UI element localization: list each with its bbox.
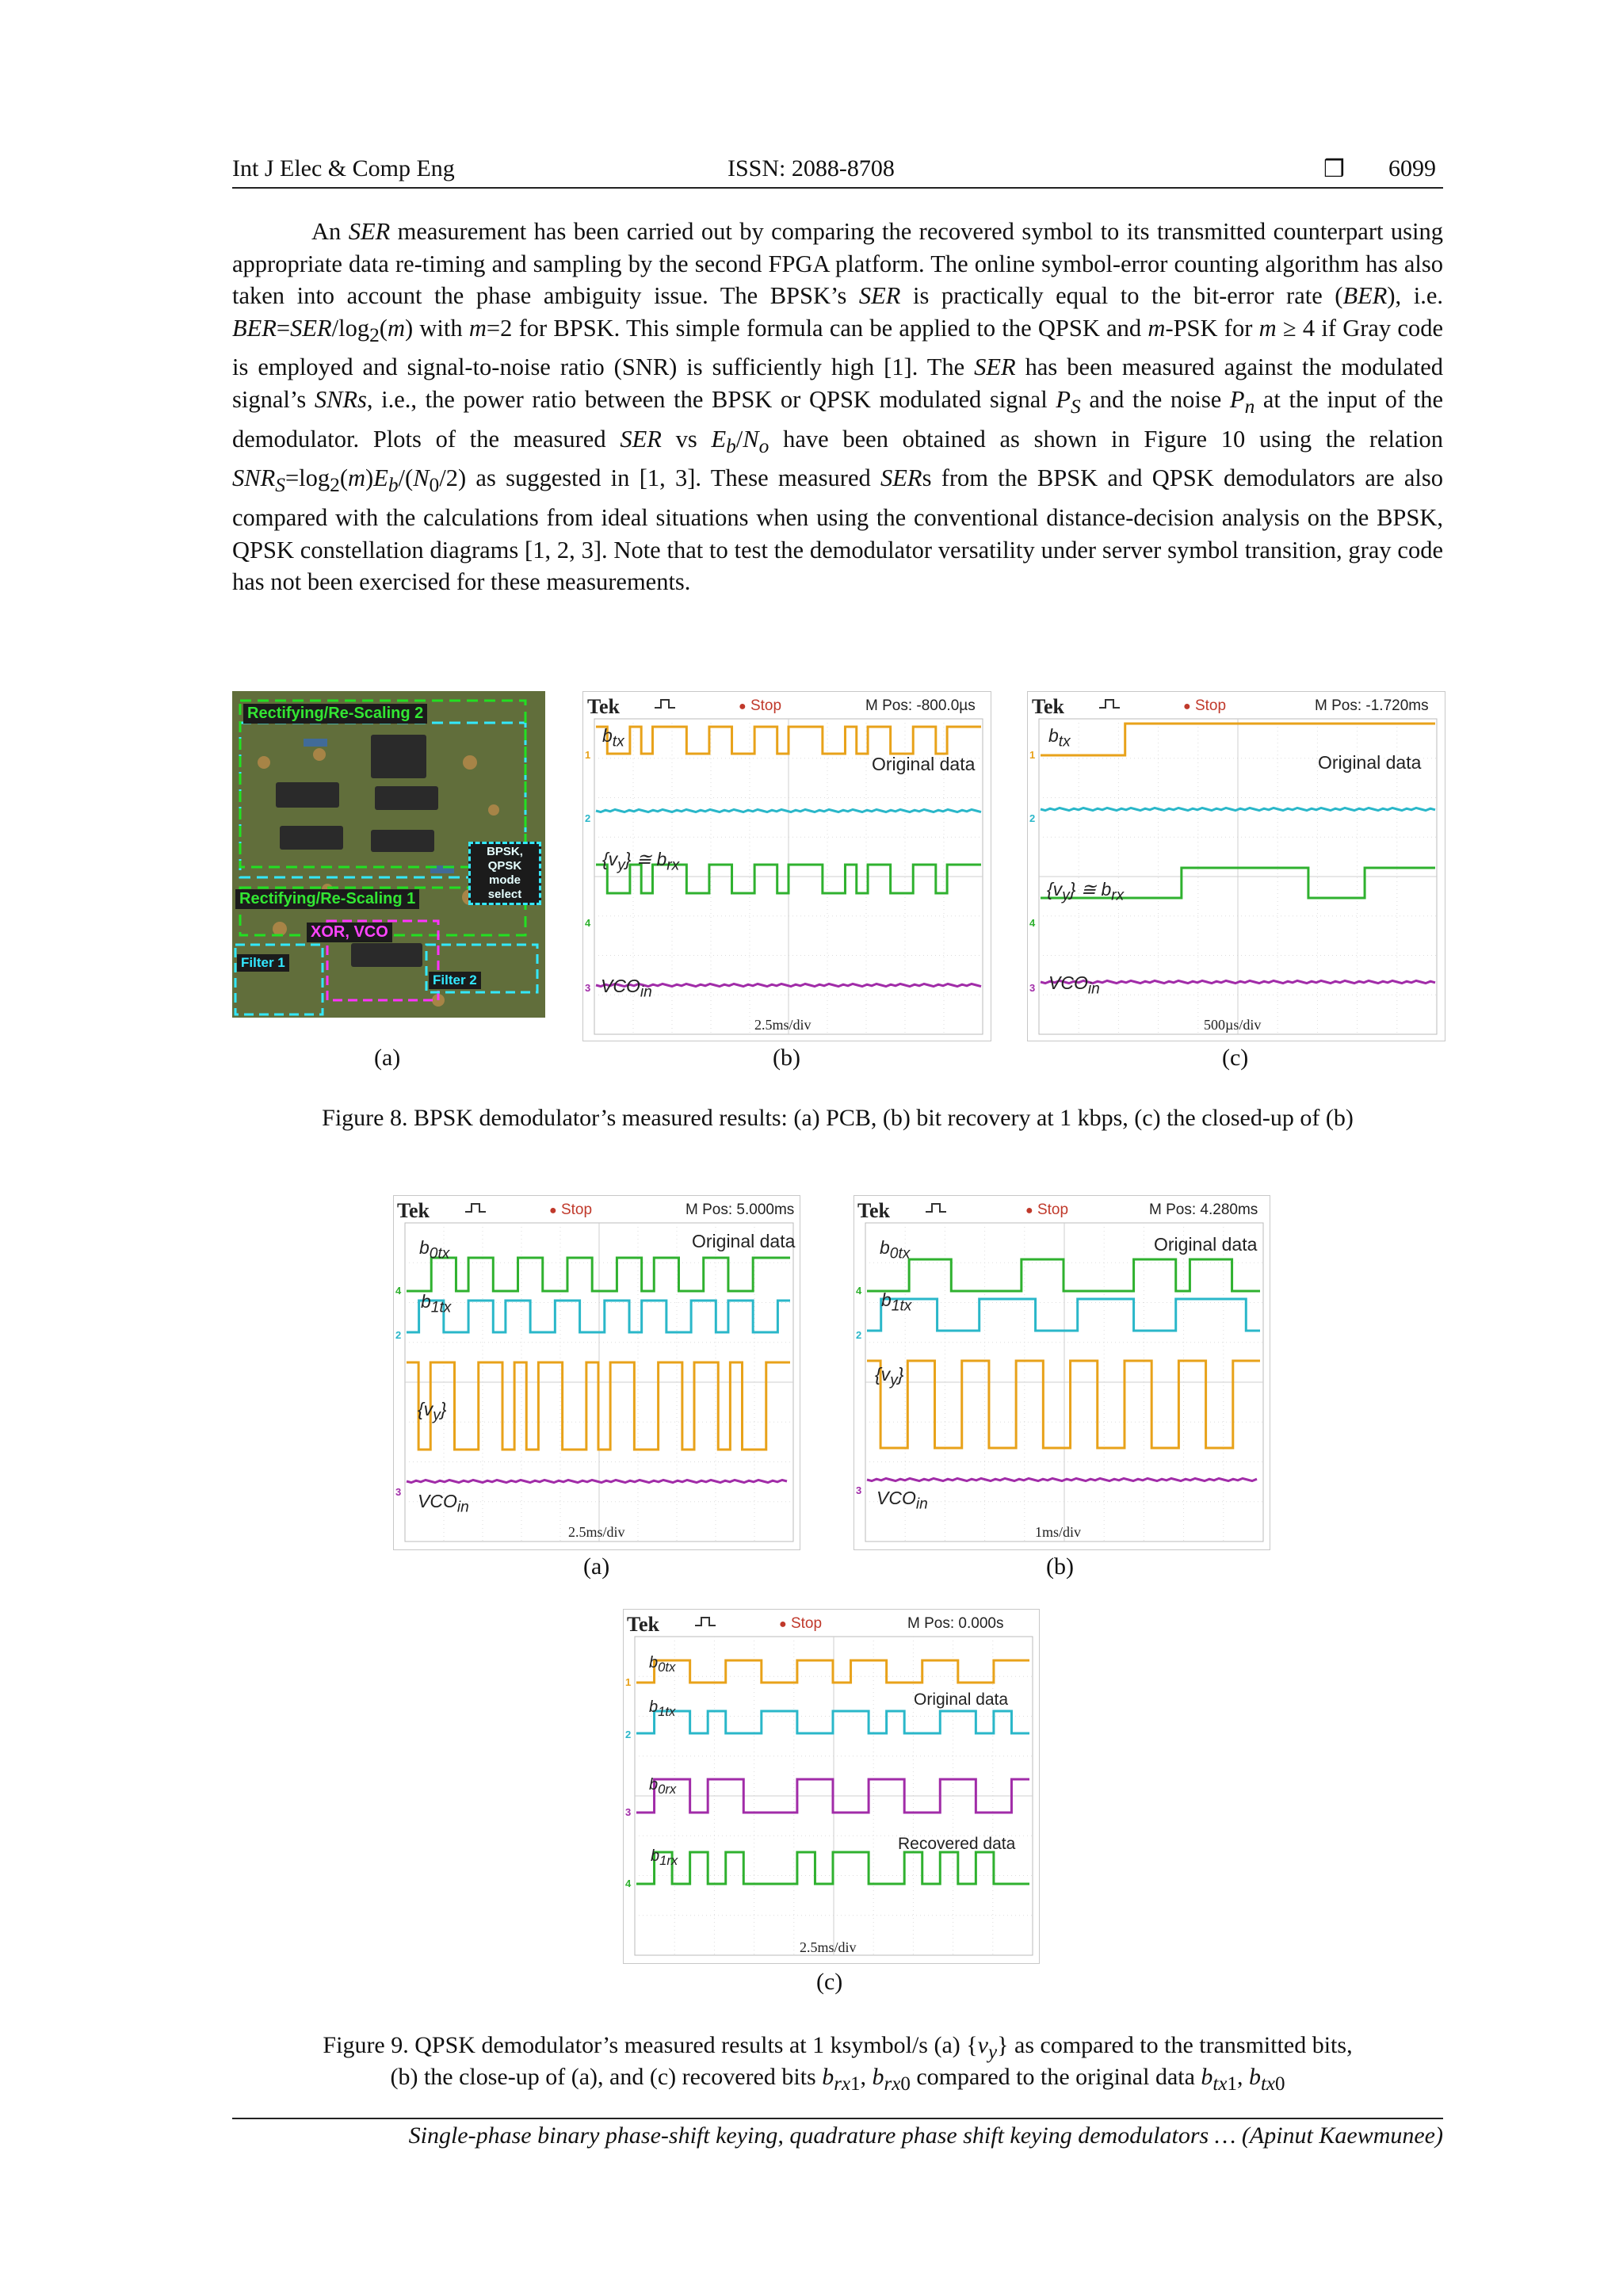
timebase-label: 2.5ms/div — [800, 1939, 857, 1955]
scope-mpos: M Pos: 4.280ms — [1149, 1201, 1258, 1218]
trigger-icon — [695, 1618, 716, 1626]
scope-traces — [624, 1610, 1039, 1963]
trace-label-vco-in: $VCO_{in}$ — [876, 1488, 928, 1513]
scope-status-stop: ● Stop — [549, 1201, 593, 1218]
trace-label-b1tx: $b_{1tx}$ — [881, 1289, 912, 1315]
label-original-data: Original data — [1318, 752, 1422, 773]
scope-status-stop: ● Stop — [739, 697, 782, 714]
channel-marker: 2 — [395, 1329, 402, 1341]
trace-label-b0rx: $b_{0rx}$ — [649, 1776, 677, 1797]
trace-label-b0tx: $b_{0tx}$ — [419, 1237, 450, 1263]
trigger-icon — [655, 700, 675, 708]
channel-marker: 4 — [585, 917, 591, 929]
trace-label-vco-in: $VCO_{in}$ — [1048, 972, 1100, 998]
page-mark-icon: ❒ — [1323, 155, 1345, 183]
pcb-label-mode-select: BPSK, QPSK mode select — [468, 842, 541, 905]
channel-marker: 3 — [1029, 982, 1036, 994]
scope-brand: Tek — [397, 1199, 430, 1222]
trace-label-vy-brx: $\{v_y\}$ ≅ $b_{rx}$ — [1047, 879, 1125, 904]
scope-qpsk-vy — [393, 1195, 800, 1550]
trace-label-vco-in: $VCO_{in}$ — [601, 976, 652, 1001]
pcb-label-xor-vco: XOR, VCO — [307, 923, 392, 942]
channel-marker: 3 — [625, 1806, 632, 1818]
channel-marker: 1 — [585, 749, 591, 761]
footer-rule — [232, 2118, 1443, 2119]
trace-label-vy: $\{v_y\}$ — [875, 1364, 904, 1389]
pcb-label-filter-2: Filter 2 — [429, 972, 481, 989]
header-rule — [232, 187, 1443, 189]
page-number: 6099 — [1388, 155, 1436, 181]
trace-label-b0tx: $b_{0tx}$ — [880, 1237, 911, 1263]
channel-marker: 2 — [1029, 812, 1036, 824]
scope-brand: Tek — [857, 1199, 890, 1222]
trace-label-b1rx: $b_{1rx}$ — [651, 1847, 678, 1868]
scope-qpsk-recovered — [623, 1609, 1040, 1964]
scope-bpsk-closeup — [1027, 691, 1445, 1041]
timebase-label: 500µs/div — [1204, 1017, 1262, 1033]
channel-marker: 1 — [1029, 749, 1036, 761]
body-paragraph: An SER measurement has been carried out by comparing the recovered symbol to its transmitted counterpart using appropriate data re-timing and sampling by the second FPGA platform. The online symbol-error counting algorithm has also taken into account the phase ambiguity issue. The BPSK’s SER is practically equal to the bit-error rate (BER), i.e. $BER=SER/\log_2(m)$ with m=2 for BPSK. This simple formula can be applied to the QPSK and m-PSK for m ≥ 4 if Gray code is employed and signal-to-noise ratio (SNR) is sufficiently high [1]. The SER has been measured against the modulated signal’s SNRs, i.e., the power ratio between the BPSK or QPSK modulated signal $P_S$ and the noise $P_n$ at the input of the demodulator. Plots of the measured SER vs $E_b/N_o$ have been obtained as shown in Figure 10 using the relation $SNR_S=\log_2(m)E_b/(N_0/2)$ as suggested in [1, 3]. These measured SERs from the BPSK and QPSK demodulators are also compared with the calculations from ideal situations when using the conventional distance-decision analysis on the BPSK, QPSK constellation diagrams [1, 2, 3]. Note that to test the demodulator versatility under server symbol transition, gray code has not been exercised for these measurements. — [232, 218, 1444, 596]
subfig-label-a: (a) — [583, 1553, 610, 1580]
subfig-label-b: (b) — [773, 1045, 800, 1071]
scope-status-stop: ● Stop — [1025, 1201, 1069, 1218]
channel-marker: 2 — [856, 1329, 862, 1341]
channel-marker: 2 — [585, 812, 591, 824]
running-header-journal: Int J Elec & Comp Eng — [232, 155, 455, 181]
scope-brand: Tek — [627, 1613, 659, 1636]
channel-marker: 4 — [856, 1285, 862, 1297]
timebase-label: 2.5ms/div — [568, 1524, 625, 1540]
channel-marker: 2 — [625, 1729, 632, 1740]
channel-marker: 4 — [625, 1878, 632, 1889]
trace-label-btx: $b_{tx}$ — [602, 725, 624, 751]
label-recovered-data: Recovered data — [898, 1835, 1016, 1853]
pcb-label-filter-1: Filter 1 — [237, 954, 289, 972]
trace-label-btx: $b_{tx}$ — [1048, 725, 1071, 751]
label-original-data: Original data — [914, 1690, 1009, 1709]
channel-marker: 4 — [1029, 917, 1036, 929]
running-header-issn: ISSN: 2088-8708 — [727, 155, 895, 181]
trace-label-vco-in: $VCO_{in}$ — [418, 1491, 469, 1516]
scope-bpsk-bit-recovery — [582, 691, 991, 1041]
trace-label-b1tx: $b_{1tx}$ — [649, 1698, 676, 1719]
channel-marker: 3 — [585, 982, 591, 994]
channel-marker: 3 — [856, 1484, 862, 1496]
label-original-data: Original data — [872, 754, 976, 774]
subfig-label-c: (c) — [1222, 1045, 1249, 1071]
pcb-photo — [232, 691, 545, 1018]
scope-brand: Tek — [587, 695, 620, 718]
scope-mpos: M Pos: 5.000ms — [685, 1201, 795, 1218]
trigger-icon — [465, 1204, 486, 1212]
figure8-caption: Figure 8. BPSK demodulator’s measured results: (a) PCB, (b) bit recovery at 1 kbps, (c) the closed-up of (b) — [322, 1105, 1354, 1131]
channel-marker: 3 — [395, 1486, 402, 1498]
trace-label-vy: $\{v_y\}$ — [418, 1399, 447, 1424]
subfig-label-c: (c) — [816, 1969, 843, 1995]
trace-label-b0tx: $b_{0tx}$ — [649, 1654, 676, 1675]
timebase-label: 1ms/div — [1035, 1524, 1082, 1540]
trace-label-vy-brx: $\{v_y\}$ ≅ $b_{rx}$ — [602, 849, 680, 874]
figure9-caption-line2: (b) the close-up of (a), and (c) recovered bits $b_{rx1}$, $b_{rx0}$ compared to the original data $b_{tx1}$, $b_{tx0}$ — [390, 2064, 1285, 2095]
figure9-caption-line1: Figure 9. QPSK demodulator’s measured results at 1 ksymbol/s (a) $\{v_y\}$ as compared to the transmitted bits, — [323, 2032, 1353, 2063]
scope-mpos: M Pos: -800.0µs — [865, 697, 976, 714]
label-original-data: Original data — [692, 1231, 796, 1251]
label-original-data: Original data — [1154, 1234, 1258, 1255]
scope-mpos: M Pos: -1.720ms — [1315, 697, 1429, 714]
scope-status-stop: ● Stop — [779, 1615, 823, 1632]
scope-mpos: M Pos: 0.000s — [907, 1615, 1004, 1632]
scope-qpsk-closeup — [854, 1195, 1270, 1550]
subfig-label-b: (b) — [1046, 1553, 1074, 1580]
timebase-label: 2.5ms/div — [754, 1017, 812, 1033]
trigger-icon — [926, 1204, 946, 1212]
scope-status-stop: ● Stop — [1183, 697, 1227, 714]
pcb-label-rectifying-2: Rectifying/Re-Scaling 2 — [243, 704, 427, 724]
subfig-label-a: (a) — [374, 1045, 401, 1071]
pcb-label-rectifying-1: Rectifying/Re-Scaling 1 — [235, 889, 419, 909]
channel-marker: 4 — [395, 1285, 402, 1297]
channel-marker: 1 — [625, 1676, 632, 1688]
trace-label-b1tx: $b_{1tx}$ — [421, 1291, 452, 1316]
scope-brand: Tek — [1032, 695, 1064, 718]
running-footer: Single-phase binary phase-shift keying, quadrature phase shift keying demodulators … (Apinut Kaewmunee) — [408, 2122, 1443, 2149]
trigger-icon — [1099, 700, 1120, 708]
